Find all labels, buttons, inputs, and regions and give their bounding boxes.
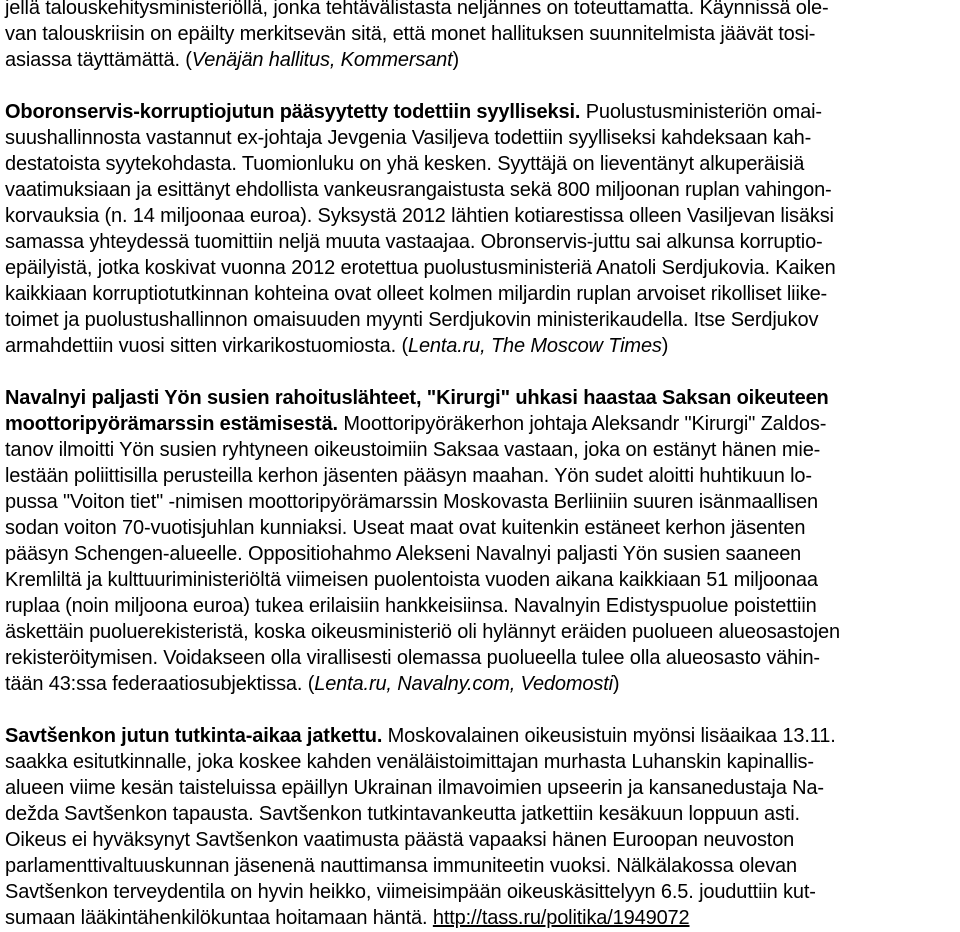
text-fragment: Moskovalainen oikeusistuin myönsi lisäaikaa 13.11. [382,725,836,747]
text-fragment: sumaan lääkintähenkilökuntaa hoitamaan häntä. [5,907,433,929]
article-headline: moottoripyörämarssin estämisestä. [5,413,338,435]
text-fragment: ) [661,335,669,357]
text-line: pussa "Voiton tiet" -nimisen moottoripyörämarssin Moskovasta Berliiniin suuren isänmaallisen [5,491,818,513]
text-fragment: ) [612,673,620,695]
text-line: äskettäin puoluerekisteristä, koska oikeusministeriö oli hylännyt eräiden puolueen alueosastojen [5,621,840,643]
text-line: samassa yhteydessä tuomittiin neljä muuta vastaajaa. Obronservis-juttu sai alkunsa korruptio- [5,231,823,253]
text-line [5,411,826,437]
text-line: Kremliltä ja kulttuuriministeriöltä viimeisen puolentoista vuoden aikana kaikkiaan 51 miljoonaa [5,569,818,591]
text-line: parlamenttivaltuuskunnan jäsenenä nauttimansa immuniteetin vuoksi. Nälkälakossa olevan [5,855,798,877]
text-line: pääsyn Schengen-alueelle. Oppositiohahmo Alekseni Navalnyi paljasti Yön susien saaneen [5,543,802,565]
text-fragment: Puolustusministeriön omai- [580,101,822,123]
text-line: ruplaa (noin miljoona euroa) tukea erilaisiin hankkeisiinsa. Navalnyin Edistyspuolue poistettiin [5,595,817,617]
text-line: toimet ja puolustushallinnon omaisuuden myynti Serdjukovin ministerikaudella. Itse Serdjukov [5,309,819,331]
article-headline: Navalnyi paljasti Yön susien rahoituslähteet, "Kirurgi" uhkasi haastaa Saksan oikeuteen [5,387,829,409]
source-citation: Venäjän hallitus, Kommersant [191,49,453,71]
source-link[interactable]: http://tass.ru/politika/1949072 [432,907,690,929]
text-line: tanov ilmoitti Yön susien ryhtyneen oikeustoimiin Saksaa vastaan, joka on estänyt hänen mie- [5,439,821,461]
text-line [5,47,459,73]
source-citation: Lenta.ru, The Moscow Times [407,335,662,357]
text-line: epäilyistä, jotka koskivat vuonna 2012 erotettua puolustusministeriä Anatoli Serdjukovia. Kaiken [5,257,836,279]
text-line: vaatimuksiaan ja esittänyt ehdollista vankeusrangaistusta sekä 800 miljoonan ruplan vahingon- [5,179,832,201]
text-line: Oikeus ei hyväksynyt Savtšenkon vaatimusta päästä vapaaksi hänen Euroopan neuvoston [5,829,795,851]
text-line: kaikkiaan korruptiotutkinnan kohteina ovat olleet kolmen miljardin ruplan arvoiset rikolliset liike- [5,283,828,305]
text-line [5,99,822,125]
text-line: suushallinnosta vastannut ex-johtaja Jevgenia Vasiljeva todettiin syylliseksi kahdeksaan kah- [5,127,812,149]
text-line: van talouskriisin on epäilty merkitsevän sitä, että monet hallituksen suunnitelmista jäävät tosi- [5,23,816,45]
text-line: Savtšenkon terveydentila on hyvin heikko, viimeisimpään oikeuskäsittelyyn 6.5. jouduttiin kut- [5,881,816,903]
text-line: alueen viime kesän taisteluissa epäillyn Ukrainan ilmavoimien upseerin ja kansanedustaja Na- [5,777,824,799]
text-line: saakka esitutkinnalle, joka koskee kahden venäläistoimittajan murhasta Luhanskin kapinallis- [5,751,814,773]
text-line: rekisteröitymisen. Voidakseen olla virallisesti olemassa puolueella tulee olla alueosasto vähin- [5,647,820,669]
article-headline: Oboronservis-korruptiojutun pääsyytetty todettiin syylliseksi. [5,101,581,123]
text-fragment: tään 43:ssa federaatiosubjektissa. ( [5,673,315,695]
text-line: lestään poliittisilla perusteilla kerhon jäsenten pääsyn maahan. Yön sudet aloitti huhtikuun lo- [5,465,812,487]
text-line: destatoista syytekohdasta. Tuomionluku on yhä kesken. Syyttäjä on lieventänyt alkuperäisiä [5,153,805,175]
text-line [5,723,836,749]
text-fragment: armahdettiin vuosi sitten virkarikostuomiosta. ( [5,335,408,357]
text-fragment: ) [452,49,460,71]
source-citation: Lenta.ru, Navalny.com, Vedomosti [314,673,613,695]
text-line [5,333,668,359]
text-fragment: Moottoripyöräkerhon johtaja Aleksandr "Kirurgi" Zaldos- [337,413,827,435]
text-fragment: asiassa täyttämättä. ( [5,49,192,71]
text-line: dežda Savtšenkon tapausta. Savtšenkon tutkintavankeutta jatkettiin kesäkuun loppuun asti. [5,803,800,825]
text-line: korvauksia (n. 14 miljoonaa euroa). Syksystä 2012 lähtien kotiarestissa olleen Vasiljevan lisäksi [5,205,834,227]
article-headline: Savtšenkon jutun tutkinta-aikaa jatkettu. [5,725,383,747]
text-line [5,905,690,931]
text-line: sodan voiton 70-vuotisjuhlan kunniaksi. Useat maat ovat kuitenkin estäneet kerhon jäsenten [5,517,806,539]
text-line: jellä talouskehitysministeriöllä, jonka tehtävälistasta neljännes on toteuttamatta. Käynnissä ole- [5,0,829,19]
text-line [5,671,619,697]
